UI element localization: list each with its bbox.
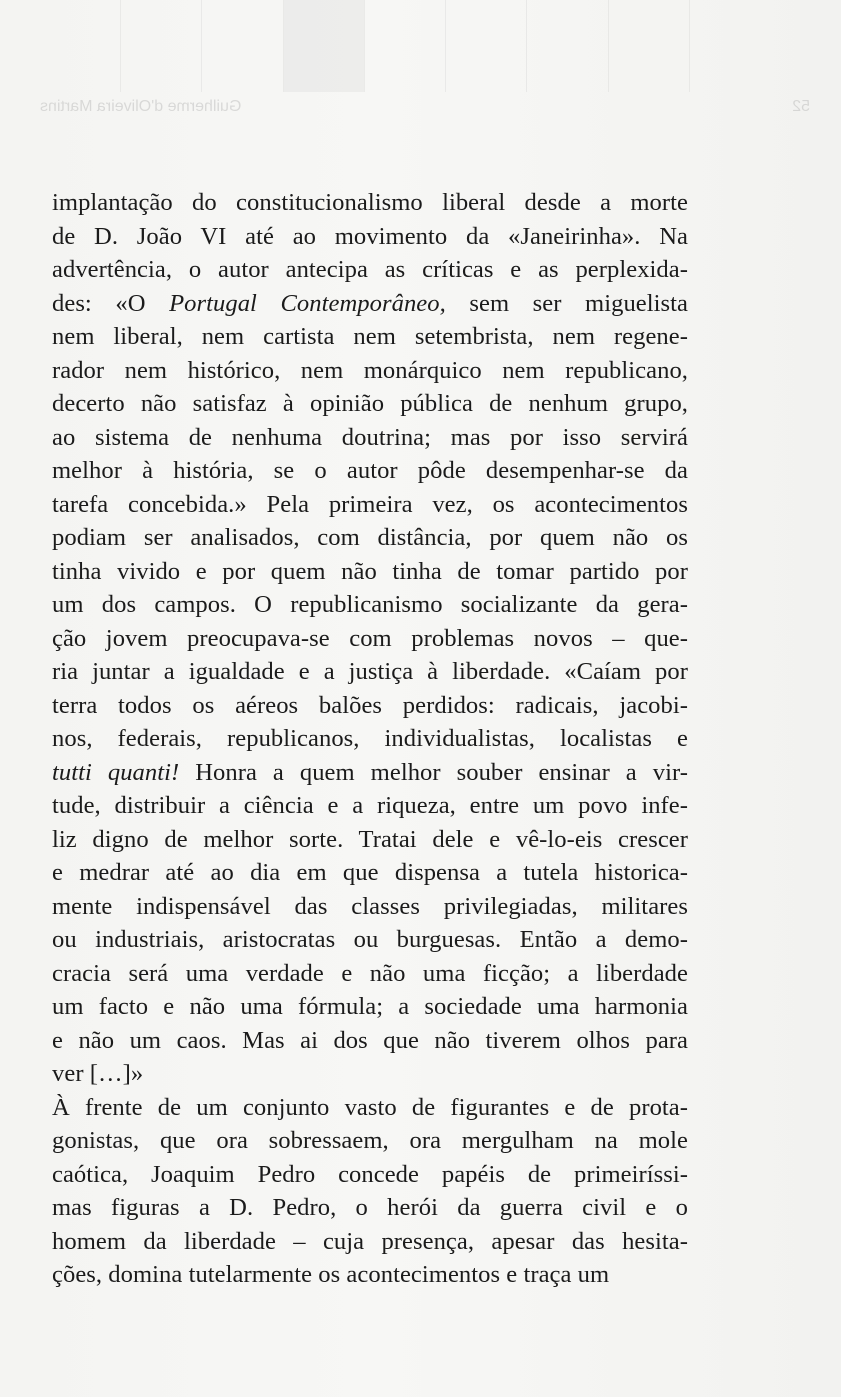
text-line: [52, 186, 688, 220]
bleed-column: [609, 0, 690, 92]
text-run: um dos campos. O republicanismo socializante da gera-: [52, 591, 688, 618]
paragraph: [52, 186, 688, 1091]
text-line: [52, 354, 688, 388]
text-line: [52, 722, 688, 756]
bleed-column: [528, 0, 609, 92]
text-run: rador nem histórico, nem monárquico nem republicano,: [52, 356, 688, 384]
text-line: [52, 1024, 688, 1058]
text-run: decerto não satisfaz à opinião pública de nenhum grupo,: [52, 390, 688, 417]
text-run: gonistas, que ora sobressaem, ora mergulham na mole: [52, 1127, 688, 1154]
text-run: ria juntar a igualdade e a justiça à liberdade. «Caíam por: [52, 658, 688, 685]
text-line: [52, 488, 688, 522]
text-line: [52, 421, 688, 455]
bleed-column: [121, 0, 202, 92]
text-run: ção jovem preocupava-se com problemas novos – que-: [52, 624, 688, 652]
text-line: [52, 1258, 688, 1292]
bleed-column: [365, 0, 446, 92]
text-line: [52, 320, 688, 354]
text-run: ções, domina tutelarmente os acontecimentos e traça um: [52, 1261, 610, 1288]
text-line: [52, 588, 688, 622]
italic-text: tutti quanti!: [52, 758, 180, 786]
text-run: des: «O: [52, 289, 170, 317]
text-line: [52, 823, 688, 857]
text-line: [52, 521, 688, 555]
text-run: À frente de um conjunto vasto de figurantes e de prota-: [52, 1093, 688, 1121]
text-run: e medrar até ao dia em que dispensa a tutela historica-: [52, 859, 688, 886]
text-run: homem da liberdade – cuja presença, apesar das hesita-: [52, 1227, 688, 1255]
text-run: advertência, o autor antecipa as críticas e as perplexida-: [52, 256, 688, 283]
text-line: [52, 1091, 688, 1125]
text-run: nos, federais, republicanos, individualistas, localistas e: [52, 725, 688, 752]
bleed-column-shaded: [284, 0, 365, 92]
text-run: tude, distribuir a ciência e a riqueza, entre um povo infe-: [52, 792, 688, 819]
bleed-page-mark: 52: [792, 98, 810, 115]
text-line: [52, 622, 688, 656]
text-run: tinha vivido e por quem não tinha de tomar partido por: [52, 557, 688, 585]
text-run: implantação do constitucionalismo liberal desde a morte: [52, 189, 688, 216]
text-line: [52, 856, 688, 890]
text-line: [52, 689, 688, 723]
text-run: terra todos os aéreos balões perdidos: radicais, jacobi-: [52, 691, 688, 719]
text-line: [52, 1225, 688, 1259]
text-line: [52, 1191, 688, 1225]
text-run: um facto e não uma fórmula; a sociedade uma harmonia: [52, 993, 688, 1020]
bleed-column: [203, 0, 284, 92]
text-line: [52, 1158, 688, 1192]
text-line: [52, 957, 688, 991]
text-run: mas figuras a D. Pedro, o herói da guerra civil e o: [52, 1194, 688, 1221]
text-run: podiam ser analisados, com distância, por quem não os: [52, 524, 688, 551]
text-line: [52, 756, 688, 790]
text-run: Honra a quem melhor souber ensinar a vir-: [179, 758, 688, 786]
text-run: mente indispensável das classes privilegiadas, militares: [52, 892, 688, 920]
bleed-column: [40, 0, 121, 92]
text-line: [52, 789, 688, 823]
text-line: [52, 923, 688, 957]
text-run: ao sistema de nenhuma doutrina; mas por isso servirá: [52, 423, 688, 451]
text-line: [52, 253, 688, 287]
bleed-through-running-head: [40, 96, 810, 118]
text-run: ver […]»: [52, 1060, 144, 1087]
text-run: ou industriais, aristocratas ou burguesas. Então a demo-: [52, 926, 688, 953]
text-run: caótica, Joaquim Pedro concede papéis de primeiríssi-: [52, 1160, 688, 1188]
paragraph: [52, 1091, 688, 1292]
text-run: e não um caos. Mas ai dos que não tiverem olhos para: [52, 1026, 688, 1054]
text-line: [52, 555, 688, 589]
bleed-through-table: [40, 0, 690, 92]
text-run: de D. João VI até ao movimento da «Janeirinha». Na: [52, 222, 688, 250]
text-run: liz digno de melhor sorte. Tratai dele e vê-lo-eis crescer: [52, 825, 688, 853]
text-run: sem ser miguelista: [445, 289, 689, 317]
text-line: [52, 454, 688, 488]
text-line: [52, 890, 688, 924]
text-run: melhor à história, se o autor pôde desempenhar-se da: [52, 457, 688, 484]
text-line: [52, 655, 688, 689]
text-run: tarefa concebida.» Pela primeira vez, os acontecimentos: [52, 490, 688, 518]
text-line: [52, 220, 688, 254]
text-line: [52, 1124, 688, 1158]
text-run: cracia será uma verdade e não uma ficção; a liberdade: [52, 959, 688, 987]
bleed-column: [446, 0, 527, 92]
text-line: [52, 1057, 688, 1091]
bleed-header-text: Guilherme d'Oliveira Martins: [40, 98, 242, 115]
text-line: [52, 387, 688, 421]
body-text: [52, 186, 688, 1292]
text-run: nem liberal, nem cartista nem setembrista, nem regene-: [52, 323, 688, 350]
text-line: [52, 990, 688, 1024]
text-line: [52, 287, 688, 321]
italic-text: Portugal Contemporâneo,: [169, 289, 446, 317]
